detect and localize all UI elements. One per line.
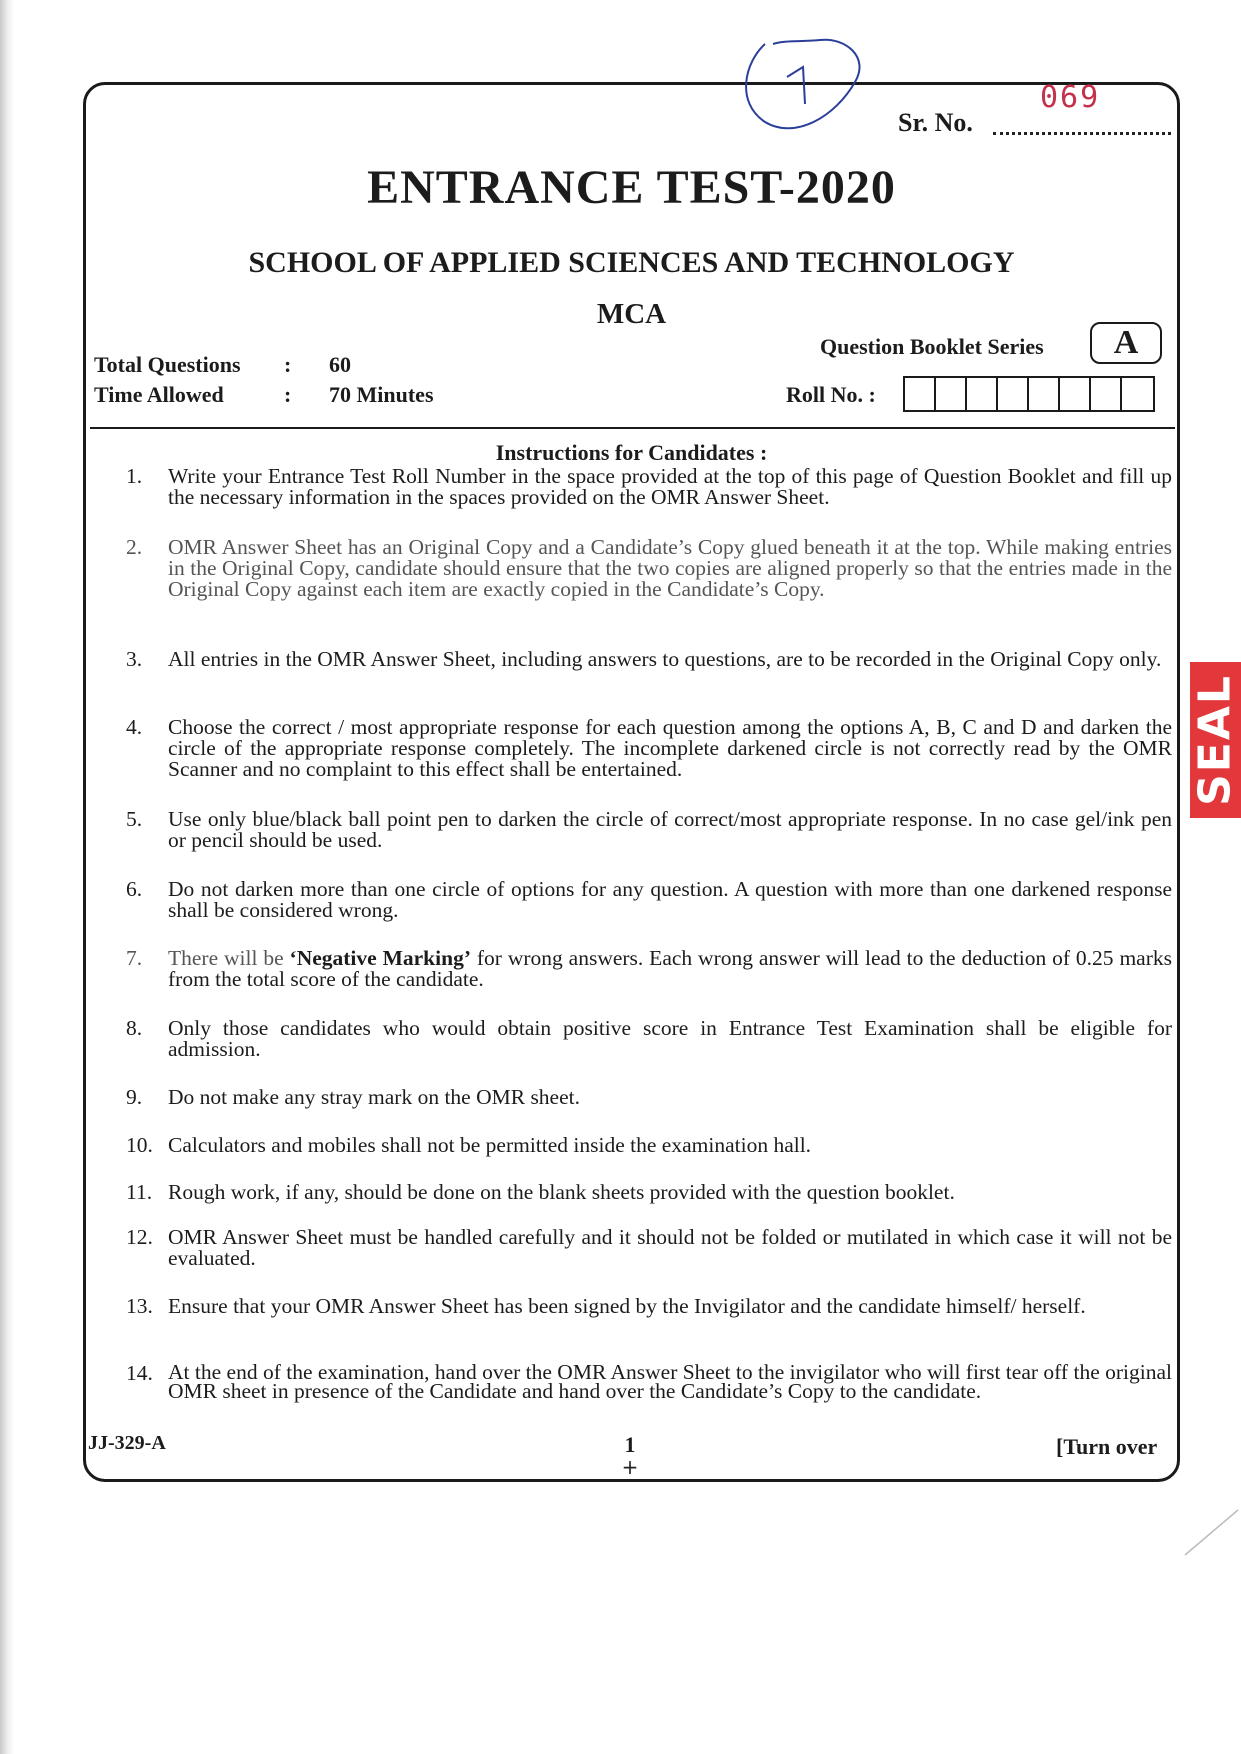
instruction-number: 11. (126, 1180, 153, 1204)
total-questions-colon: : (284, 352, 292, 377)
booklet-series-value: A (1090, 322, 1162, 364)
instruction-text: OMR Answer Sheet must be handled carefully and it should not be folded or mutilated in which case it will not be evaluated. (168, 1225, 1172, 1270)
instruction-number: 10. (126, 1133, 153, 1157)
total-questions-label: Total Questions (94, 352, 241, 377)
instructions-heading: Instructions for Candidates : (495, 440, 768, 465)
page-crosshair-mark: + (621, 1455, 639, 1479)
instruction-text: Calculators and mobiles shall not be permitted inside the examination hall. (168, 1133, 812, 1157)
seal-sticker (1190, 662, 1241, 818)
instruction-number: 14. (126, 1361, 153, 1385)
instruction-number: 12. (126, 1225, 153, 1249)
instruction-text: All entries in the OMR Answer Sheet, including answers to questions, are to be recorded in the Original Copy only. (168, 647, 1162, 671)
instruction-text: At the end of the examination, hand over the OMR Answer Sheet to the invigilator who will first tear off the original OMR sheet in presence of the Candidate and hand over the Candidate’s Copy to the candidate. (168, 1360, 1172, 1403)
instruction-number: 7. (126, 946, 143, 970)
instruction-number: 8. (126, 1016, 143, 1040)
instruction-number: 1. (126, 464, 143, 488)
instruction-text (168, 948, 1172, 990)
instruction-text: Write your Entrance Test Roll Number in the space provided at the top of this page of Question Booklet and fill up the necessary information in the spaces provided on the OMR Answer Sheet. (168, 464, 1172, 509)
booklet-series-label: Question Booklet Series (820, 334, 1044, 359)
instruction-text: Ensure that your OMR Answer Sheet has been signed by the Invigilator and the candidate himself/ herself. (168, 1294, 1086, 1318)
instruction-number: 2. (126, 535, 143, 559)
instruction-text: Do not make any stray mark on the OMR sheet. (168, 1085, 580, 1109)
instruction-text: Choose the correct / most appropriate response for each question among the options A, B, C and D and darken the circle of the appropriate response completely. The incomplete darkened circle is not correctly read by the OMR Scanner and no complaint to this effect shall be entertained. (168, 715, 1172, 781)
instruction-text: Do not darken more than one circle of options for any question. A question with more than one darkened response shall be considered wrong. (168, 877, 1172, 922)
instruction-text: OMR Answer Sheet has an Original Copy and a Candidate’s Copy glued beneath it at the top. While making entries in the Original Copy, candidate should ensure that the two copies are aligned properly so that the entries made in the Original Copy against each item are exactly copied in the Candidate’s Copy. (168, 535, 1172, 601)
serial-number-label: Sr. No. (898, 108, 973, 137)
instruction-number: 13. (126, 1294, 153, 1318)
turn-over-note: [Turn over (1056, 1434, 1158, 1459)
instruction-number: 3. (126, 647, 143, 671)
seal-label: SEAL (1189, 674, 1241, 806)
page-number: 1 (624, 1432, 636, 1457)
instruction-number: 6. (126, 877, 143, 901)
paper-scratch-mark (1180, 1500, 1240, 1560)
instruction-text-part: There will be (168, 946, 290, 970)
time-allowed-colon: : (284, 382, 292, 407)
serial-number-value: 069 (1040, 80, 1101, 115)
instruction-text: Only those candidates who would obtain positive score in Entrance Test Examination shall be eligible for admission. (168, 1016, 1172, 1061)
instruction-number: 4. (126, 715, 143, 739)
time-allowed-label: Time Allowed (94, 382, 224, 407)
school-name: SCHOOL OF APPLIED SCIENCES AND TECHNOLOGY (248, 246, 1015, 279)
instruction-number: 9. (126, 1085, 143, 1109)
course-name: MCA (596, 298, 667, 330)
roll-number-label: Roll No. : (786, 382, 876, 407)
instruction-text: Use only blue/black ball point pen to darken the circle of correct/most appropriate response. In no case gel/ink pen or pencil should be used. (168, 807, 1172, 852)
booklet-code: JJ-329-A (88, 1432, 166, 1454)
instruction-text: Rough work, if any, should be done on the blank sheets provided with the question booklet. (168, 1180, 955, 1204)
instruction-number: 5. (126, 807, 143, 831)
total-questions-value: 60 (329, 352, 351, 377)
negative-marking-emphasis: ‘Negative Marking’ (289, 946, 471, 970)
time-allowed-value: 70 Minutes (329, 382, 434, 407)
instruction-text-part: for wrong answers. Each wrong answer will lead to the deduction of 0.25 marks from the total score of the candidate. (168, 946, 1172, 991)
page-title: ENTRANCE TEST-2020 (367, 161, 896, 214)
